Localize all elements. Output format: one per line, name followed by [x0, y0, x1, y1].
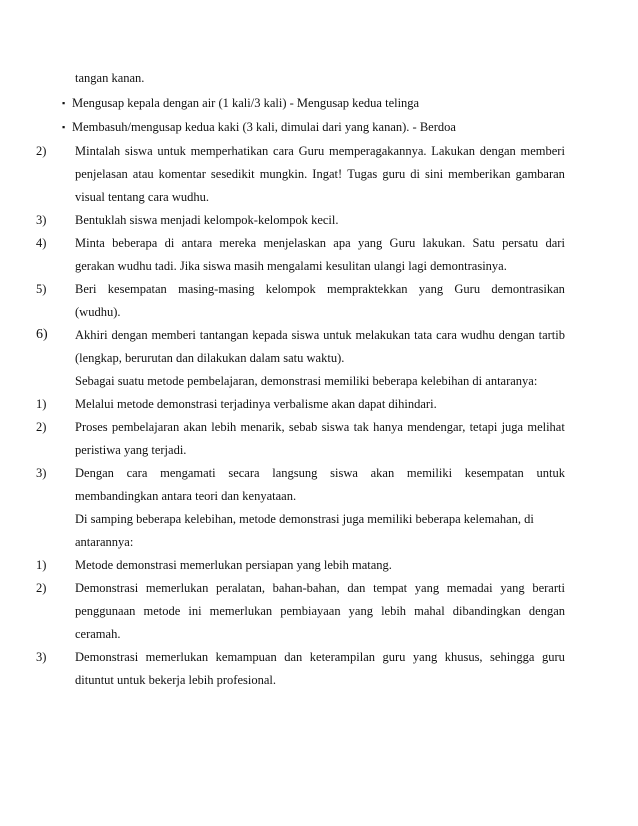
text-line: penjelasan atau komentar sesedikit mungkin. Ingat! Tugas guru di sini memberikan gambaran — [75, 167, 565, 181]
bullet-icon: ▪ — [62, 122, 66, 132]
text-line: Di samping beberapa kelebihan, metode demonstrasi juga memiliki beberapa kelemahan, di — [75, 512, 534, 526]
text-line: visual tentang cara wudhu. — [75, 190, 209, 204]
list-number: 3) — [36, 466, 47, 480]
text-line: antarannya: — [75, 535, 134, 549]
text-line: membandingkan antara teori dan kenyataan. — [75, 489, 297, 503]
text-line: Dengan cara mengamati secara langsung siswa akan memiliki kesempatan untuk — [75, 466, 565, 480]
bullet-item: Membasuh/mengusap kedua kaki (3 kali, dimulai dari yang kanan). - Berdoa — [72, 120, 456, 134]
bullet-icon: ▪ — [62, 98, 66, 108]
text-line: Melalui metode demonstrasi terjadinya verbalisme akan dapat dihindari. — [75, 397, 437, 411]
text-line: Beri kesempatan masing-masing kelompok mempraktekkan yang Guru demontrasikan — [75, 282, 565, 296]
text-line: Mintalah siswa untuk memperhatikan cara Guru memperagakannya. Lakukan dengan memberi — [75, 144, 565, 158]
text-line: tangan kanan. — [75, 71, 145, 85]
text-line: ceramah. — [75, 627, 121, 641]
list-number: 3) — [36, 650, 47, 664]
text-line: Sebagai suatu metode pembelajaran, demonstrasi memiliki beberapa kelebihan di antaranya: — [75, 374, 538, 388]
text-line: Bentuklah siswa menjadi kelompok-kelompok kecil. — [75, 213, 339, 227]
text-line: Demonstrasi memerlukan kemampuan dan keterampilan guru yang khusus, sehingga guru — [75, 650, 565, 664]
list-number: 4) — [36, 236, 47, 250]
list-number: 6) — [36, 327, 48, 342]
list-number: 1) — [36, 397, 47, 411]
text-line: Metode demonstrasi memerlukan persiapan yang lebih matang. — [75, 558, 392, 572]
list-number: 1) — [36, 558, 47, 572]
text-line: Proses pembelajaran akan lebih menarik, sebab siswa tak hanya mendengar, tetapi juga melihat — [75, 420, 565, 434]
text-line: (wudhu). — [75, 305, 121, 319]
text-line: Demonstrasi memerlukan peralatan, bahan-bahan, dan tempat yang memadai yang berarti — [75, 581, 565, 595]
text-line: (lengkap, berurutan dan dilakukan dalam satu waktu). — [75, 351, 345, 365]
text-line: peristiwa yang terjadi. — [75, 443, 187, 457]
text-line: gerakan wudhu tadi. Jika siswa masih mengalami kesulitan ulangi lagi demontrasinya. — [75, 259, 507, 273]
bullet-item: Mengusap kepala dengan air (1 kali/3 kali) - Mengusap kedua telinga — [72, 96, 420, 110]
text-line: Minta beberapa di antara mereka menjelaskan apa yang Guru lakukan. Satu persatu dari — [75, 236, 565, 250]
list-number: 2) — [36, 581, 47, 595]
list-number: 2) — [36, 420, 47, 434]
list-number: 5) — [36, 282, 47, 296]
text-line: dituntut untuk bekerja lebih profesional. — [75, 673, 276, 687]
list-number: 3) — [36, 213, 47, 227]
list-number: 2) — [36, 144, 47, 158]
text-line: Akhiri dengan memberi tantangan kepada siswa untuk melakukan tata cara wudhu dengan tartib — [75, 328, 565, 342]
text-line: penggunaan metode ini memerlukan pembiayaan yang lebih mahal dibandingkan dengan — [75, 604, 565, 618]
